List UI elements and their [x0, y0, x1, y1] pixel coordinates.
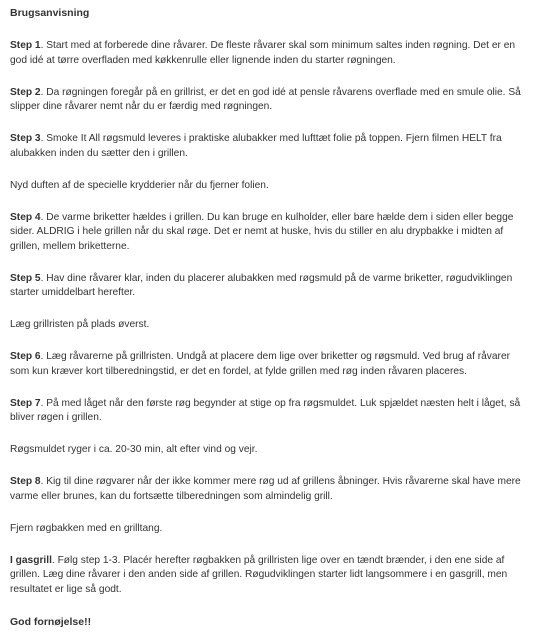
- step-text: . De varme briketter hældes i grillen. Du kan bruge en kulholder, eller bare hælde dem i siden eller begge sider. ALDRIG i hele grillen når du skal røge. Det er nemt at huske, hvis du stiller en alu drypbakke i midten af grillen, mellem briketterne.: [10, 211, 514, 252]
- step-3-paragraph: [10, 132, 532, 161]
- step-text: . Da røgningen foregår på en grillrist, er det en god idé at pensle råvarens overflade med en smule olie. Så slipper dine råvarer nemt når du er færdig med røgningen.: [10, 86, 521, 112]
- note-paragraph: [10, 443, 532, 458]
- step-label: Step 4: [10, 211, 41, 223]
- step-5-paragraph: [10, 272, 532, 301]
- note-text: Nyd duften af de specielle krydderier når du fjerner folien.: [10, 179, 269, 191]
- step-label: Step 3: [10, 133, 41, 144]
- step-text: . Hav dine råvarer klar, inden du placerer alubakken med røgsmuld på de varme briketter, røgudviklingen starter umiddelbart herefter.: [10, 272, 513, 298]
- step-2-paragraph: [10, 86, 532, 115]
- note-paragraph: [10, 522, 532, 537]
- note-text: Fjern røgbakken med en grilltang.: [10, 522, 163, 534]
- step-6-paragraph: [10, 350, 532, 379]
- note-text: Røgsmuldet ryger i ca. 20-30 min, alt efter vind og vejr.: [10, 444, 258, 455]
- note-text: Læg grillristen på plads øverst.: [10, 319, 150, 330]
- note-paragraph: [10, 179, 532, 194]
- step-text: . Læg råvarerne på grillristen. Undgå at placere dem lige over briketter og røgsmuld. Ved brug af råvarer som kun kræver kort tilberedningstid, er det en fordel, at fylde grillen med røg inden råvaren placeres.: [10, 351, 510, 377]
- step-text: . Start med at forberede dine råvarer. De fleste råvarer skal som minimum saltes inden røgning. Det er en god idé at tørre overfladen med køkkenrulle eller lignende inden du starter røgningen.: [10, 40, 516, 66]
- step-label: I gasgrill: [10, 554, 52, 566]
- step-text: . Kig til dine røgvarer når der ikke kommer mere røg ud af grillens åbninger. Hvis råvarerne skal have mere varme eller brunes, kan du fortsætte tilberedningen som almindelig grill.: [10, 476, 521, 502]
- step-text: . Smoke It All røgsmuld leveres i praktiske alubakker med lufttæt folie på toppen. Fjern filmen HELT fra alubakken inden du sætter den i grillen.: [10, 133, 502, 159]
- step-text: . På med låget når den første røg begynder at stige op fra røgsmuldet. Luk spjældet næsten helt i låget, så bliver røgen i grillen.: [10, 397, 521, 423]
- step-label: Step 5: [10, 272, 41, 284]
- step-label: Step 8: [10, 476, 41, 487]
- step-text: . Følg step 1-3. Placér herefter røgbakken på grillristen lige over en tændt brænder, i den ene side af grillen. Læg dine råvarer i den anden side af grillen. Røgudviklingen starter lidt langsommere i en gasgrill, men resultatet er lige så godt.: [10, 554, 508, 595]
- note-paragraph: [10, 318, 532, 333]
- step-label: Step 7: [10, 397, 41, 409]
- step-label: Step 6: [10, 351, 41, 362]
- document-title: Brugsanvisning: [10, 7, 90, 19]
- step-label: Step 1: [10, 40, 41, 51]
- step-7-paragraph: [10, 397, 532, 426]
- closing-text: God fornøjelse!!: [10, 615, 92, 628]
- gasgrill-paragraph: [10, 554, 532, 598]
- step-8-paragraph: [10, 475, 532, 504]
- step-4-paragraph: [10, 211, 532, 255]
- step-1-paragraph: [10, 39, 532, 68]
- step-label: Step 2: [10, 86, 41, 98]
